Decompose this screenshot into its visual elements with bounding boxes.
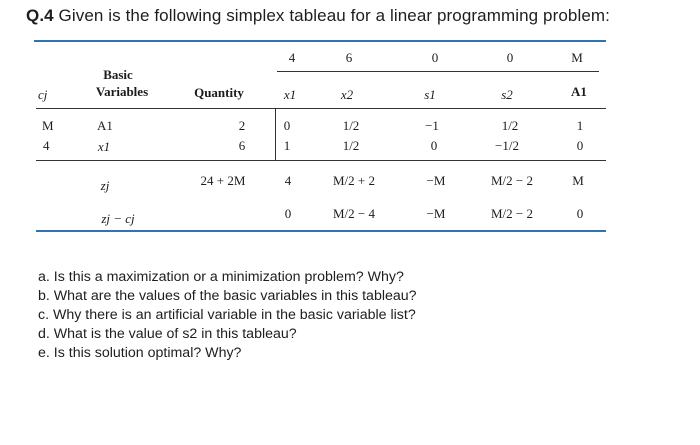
zj-A1: M [572, 173, 584, 188]
zj-x2: M/2 + 2 [332, 173, 375, 188]
header-x1: x1 [283, 87, 297, 102]
row2-s1: 0 [430, 138, 438, 153]
row1-cj: M [42, 118, 54, 133]
cost-s1: 0 [431, 50, 439, 65]
header-s2: s2 [501, 87, 513, 102]
sub-question-b: b. What are the values of the basic variables in this tableau? [38, 288, 417, 304]
header-x2: x2 [340, 87, 354, 102]
zj-cj-s1: −M [426, 206, 446, 221]
question-number: Q.4 [26, 6, 54, 25]
row1-x1: 0 [283, 118, 291, 133]
zj-x1: 4 [284, 173, 292, 188]
row2-s2: −1/2 [495, 138, 519, 153]
header-rule [36, 108, 606, 109]
zj-cj-x2: M/2 − 4 [332, 206, 375, 221]
zj-cj-x1: 0 [284, 206, 292, 221]
zj-cj-A1: 0 [576, 206, 584, 221]
sub-question-c: c. Why there is an artificial variable in the basic variable list? [38, 307, 416, 323]
header-A1: A1 [571, 84, 587, 99]
row1-s1: −1 [425, 118, 439, 133]
sub-question-e: e. Is this solution optimal? Why? [38, 345, 242, 361]
zj-cj-s2: M/2 − 2 [490, 206, 533, 221]
row2-quantity: 6 [238, 138, 246, 153]
sub-question-d: d. What is the value of s2 in this tableau? [38, 326, 297, 342]
body-rule [36, 160, 606, 161]
header-basic: Basic [103, 67, 133, 82]
row1-x2: 1/2 [342, 118, 360, 133]
cost-x1: 4 [288, 50, 296, 65]
header-s1: s1 [424, 87, 436, 102]
row2-x2: 1/2 [342, 138, 360, 153]
sub-question-a: a. Is this a maximization or a minimization problem? Why? [38, 269, 404, 285]
header-cj: cj [38, 87, 48, 102]
row2-basic: x1 [97, 139, 111, 154]
tableau-top-rule [34, 40, 606, 42]
cost-x2: 6 [345, 50, 353, 65]
header-quantity: Quantity [194, 85, 244, 100]
row2-A1: 0 [576, 138, 584, 153]
question-text: Given is the following simplex tableau for a linear programming problem: [58, 6, 610, 25]
row1-quantity: 2 [238, 118, 246, 133]
cost-row-rule [277, 71, 599, 72]
row1-A1: 1 [576, 118, 584, 133]
row2-x1: 1 [283, 138, 291, 153]
tableau-bottom-rule [36, 230, 606, 232]
zj-cj-label: zj − cj [101, 211, 135, 226]
header-variables: Variables [95, 84, 149, 99]
row1-s2: 1/2 [501, 118, 519, 133]
zj-label: zj [100, 178, 110, 193]
zj-quantity: 24 + 2M [200, 173, 246, 188]
cost-s2: 0 [506, 50, 514, 65]
sub-questions [38, 268, 417, 363]
zj-s1: −M [426, 173, 446, 188]
row1-basic: A1 [97, 118, 113, 133]
zj-s2: M/2 − 2 [490, 173, 533, 188]
row2-cj: 4 [43, 138, 50, 153]
cost-A1: M [571, 50, 583, 65]
